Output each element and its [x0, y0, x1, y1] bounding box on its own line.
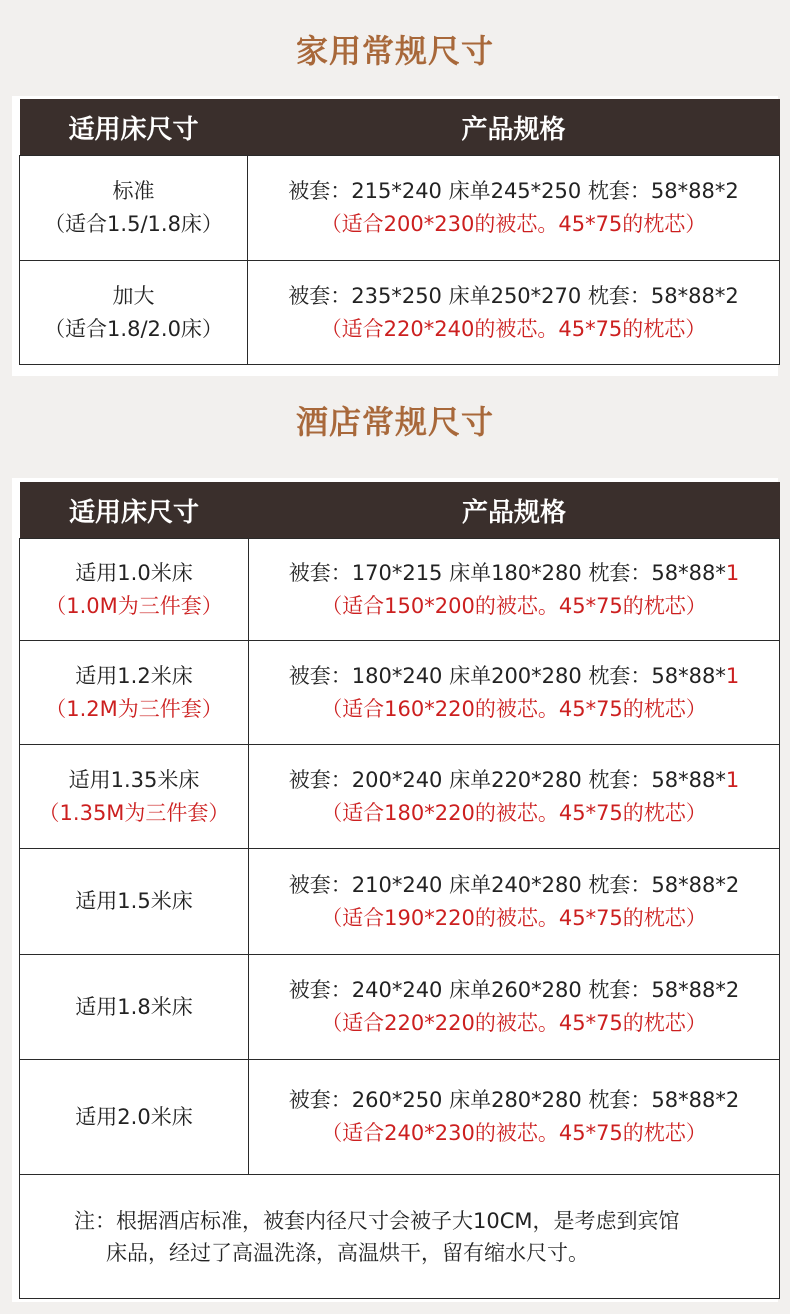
bed-size-note: （适合1.5/1.8床） [44, 212, 223, 236]
bed-size-cell [20, 539, 249, 641]
spec-cell [249, 539, 780, 641]
bed-size-cell [20, 1060, 249, 1175]
spec-text [249, 1084, 779, 1117]
home-section-title: 家用常规尺寸 [295, 32, 494, 70]
bed-size: 适用1.8米床 [75, 994, 193, 1019]
header-product-spec: 产品规格 [248, 99, 780, 156]
spec-main: 被套：210*240 床单240*280 枕套：58*88* [288, 872, 726, 897]
bed-size: 适用1.5米床 [75, 889, 193, 913]
note-line-2: 床品，经过了高温洗涤，高温烘干，留有缩水尺寸。 [106, 1240, 589, 1265]
fit-text: （适合200*230的被芯。45*75的枕芯） [320, 212, 707, 236]
hotel-note [20, 1175, 780, 1299]
table-row [20, 156, 780, 261]
fit-text: （适合220*220的被芯。45*75的枕芯） [321, 1011, 707, 1035]
home-size-table [19, 99, 780, 365]
spec-text [249, 869, 779, 902]
note-line-1: 注：根据酒店标准，被套内径尺寸会被子大10CM，是考虑到宾馆 [74, 1208, 680, 1233]
spec-text: 被套：215*240 床单245*250 枕套：58*88*2 [288, 179, 739, 203]
hotel-table-header [20, 482, 780, 539]
note-row [20, 1175, 780, 1299]
fit-text: （适合150*200的被芯。45*75的枕芯） [321, 593, 707, 618]
table-row [20, 745, 780, 849]
hotel-size-table [19, 482, 780, 1299]
bed-size-note: （适合1.8/2.0床） [44, 316, 223, 341]
spec-main: 被套：180*240 床单200*280 枕套：58*88* [288, 663, 726, 688]
spec-text [249, 974, 779, 1007]
bed-size: 标准 [112, 179, 155, 203]
bed-size-note: （1.0M为三件套） [45, 593, 223, 618]
spec-cell [249, 849, 780, 955]
home-table-header [20, 99, 780, 156]
pillowcase-quantity: 2 [725, 978, 740, 1002]
pillowcase-quantity: 2 [725, 1088, 740, 1112]
pillowcase-quantity: 1 [725, 663, 740, 688]
bed-size-note: （1.35M为三件套） [38, 800, 230, 825]
bed-size: 加大 [112, 283, 155, 308]
fit-text: （适合240*230的被芯。45*75的枕芯） [321, 1121, 707, 1145]
pillowcase-quantity: 1 [725, 560, 740, 585]
spec-cell [249, 955, 780, 1060]
spec-cell [249, 641, 780, 745]
spec-main: 被套：200*240 床单220*280 枕套：58*88* [288, 767, 726, 792]
fit-text: （适合180*220的被芯。45*75的枕芯） [321, 800, 707, 825]
pillowcase-quantity: 2 [725, 872, 740, 897]
bed-size-cell [20, 849, 249, 955]
spec-cell [248, 261, 780, 365]
bed-size-cell [20, 641, 249, 745]
bed-size: 适用2.0米床 [75, 1104, 193, 1129]
bed-size-cell [20, 955, 249, 1060]
hotel-section-title: 酒店常规尺寸 [295, 403, 494, 441]
table-row [20, 955, 780, 1060]
fit-text: （适合190*220的被芯。45*75的枕芯） [321, 905, 707, 930]
table-row [20, 641, 780, 745]
bed-size-cell [20, 261, 248, 365]
table-row [20, 261, 780, 365]
table-row [20, 1060, 780, 1175]
header-product-spec: 产品规格 [249, 482, 780, 539]
fit-text: （适合220*240的被芯。45*75的枕芯） [320, 316, 707, 341]
spec-text [249, 660, 779, 693]
pillowcase-quantity: 1 [725, 767, 740, 792]
spec-cell [248, 156, 780, 261]
bed-size: 适用1.0米床 [75, 560, 193, 585]
spec-cell [249, 1060, 780, 1175]
spec-cell [249, 745, 780, 849]
spec-main: 被套：170*215 床单180*280 枕套：58*88* [288, 560, 726, 585]
bed-size-note: （1.2M为三件套） [45, 696, 223, 721]
table-row [20, 849, 780, 955]
spec-main: 被套：240*240 床单260*280 枕套：58*88* [288, 978, 726, 1002]
header-bed-size: 适用床尺寸 [20, 482, 249, 539]
header-bed-size: 适用床尺寸 [20, 99, 248, 156]
table-row [20, 539, 780, 641]
bed-size: 适用1.2米床 [75, 663, 193, 688]
bed-size-cell [20, 745, 249, 849]
fit-text: （适合160*220的被芯。45*75的枕芯） [321, 696, 707, 721]
spec-text: 被套：235*250 床单250*270 枕套：58*88*2 [288, 283, 739, 308]
bed-size: 适用1.35米床 [68, 767, 200, 792]
spec-text [249, 557, 779, 590]
bed-size-cell [20, 156, 248, 261]
spec-main: 被套：260*250 床单280*280 枕套：58*88* [288, 1088, 726, 1112]
spec-text [249, 764, 779, 797]
